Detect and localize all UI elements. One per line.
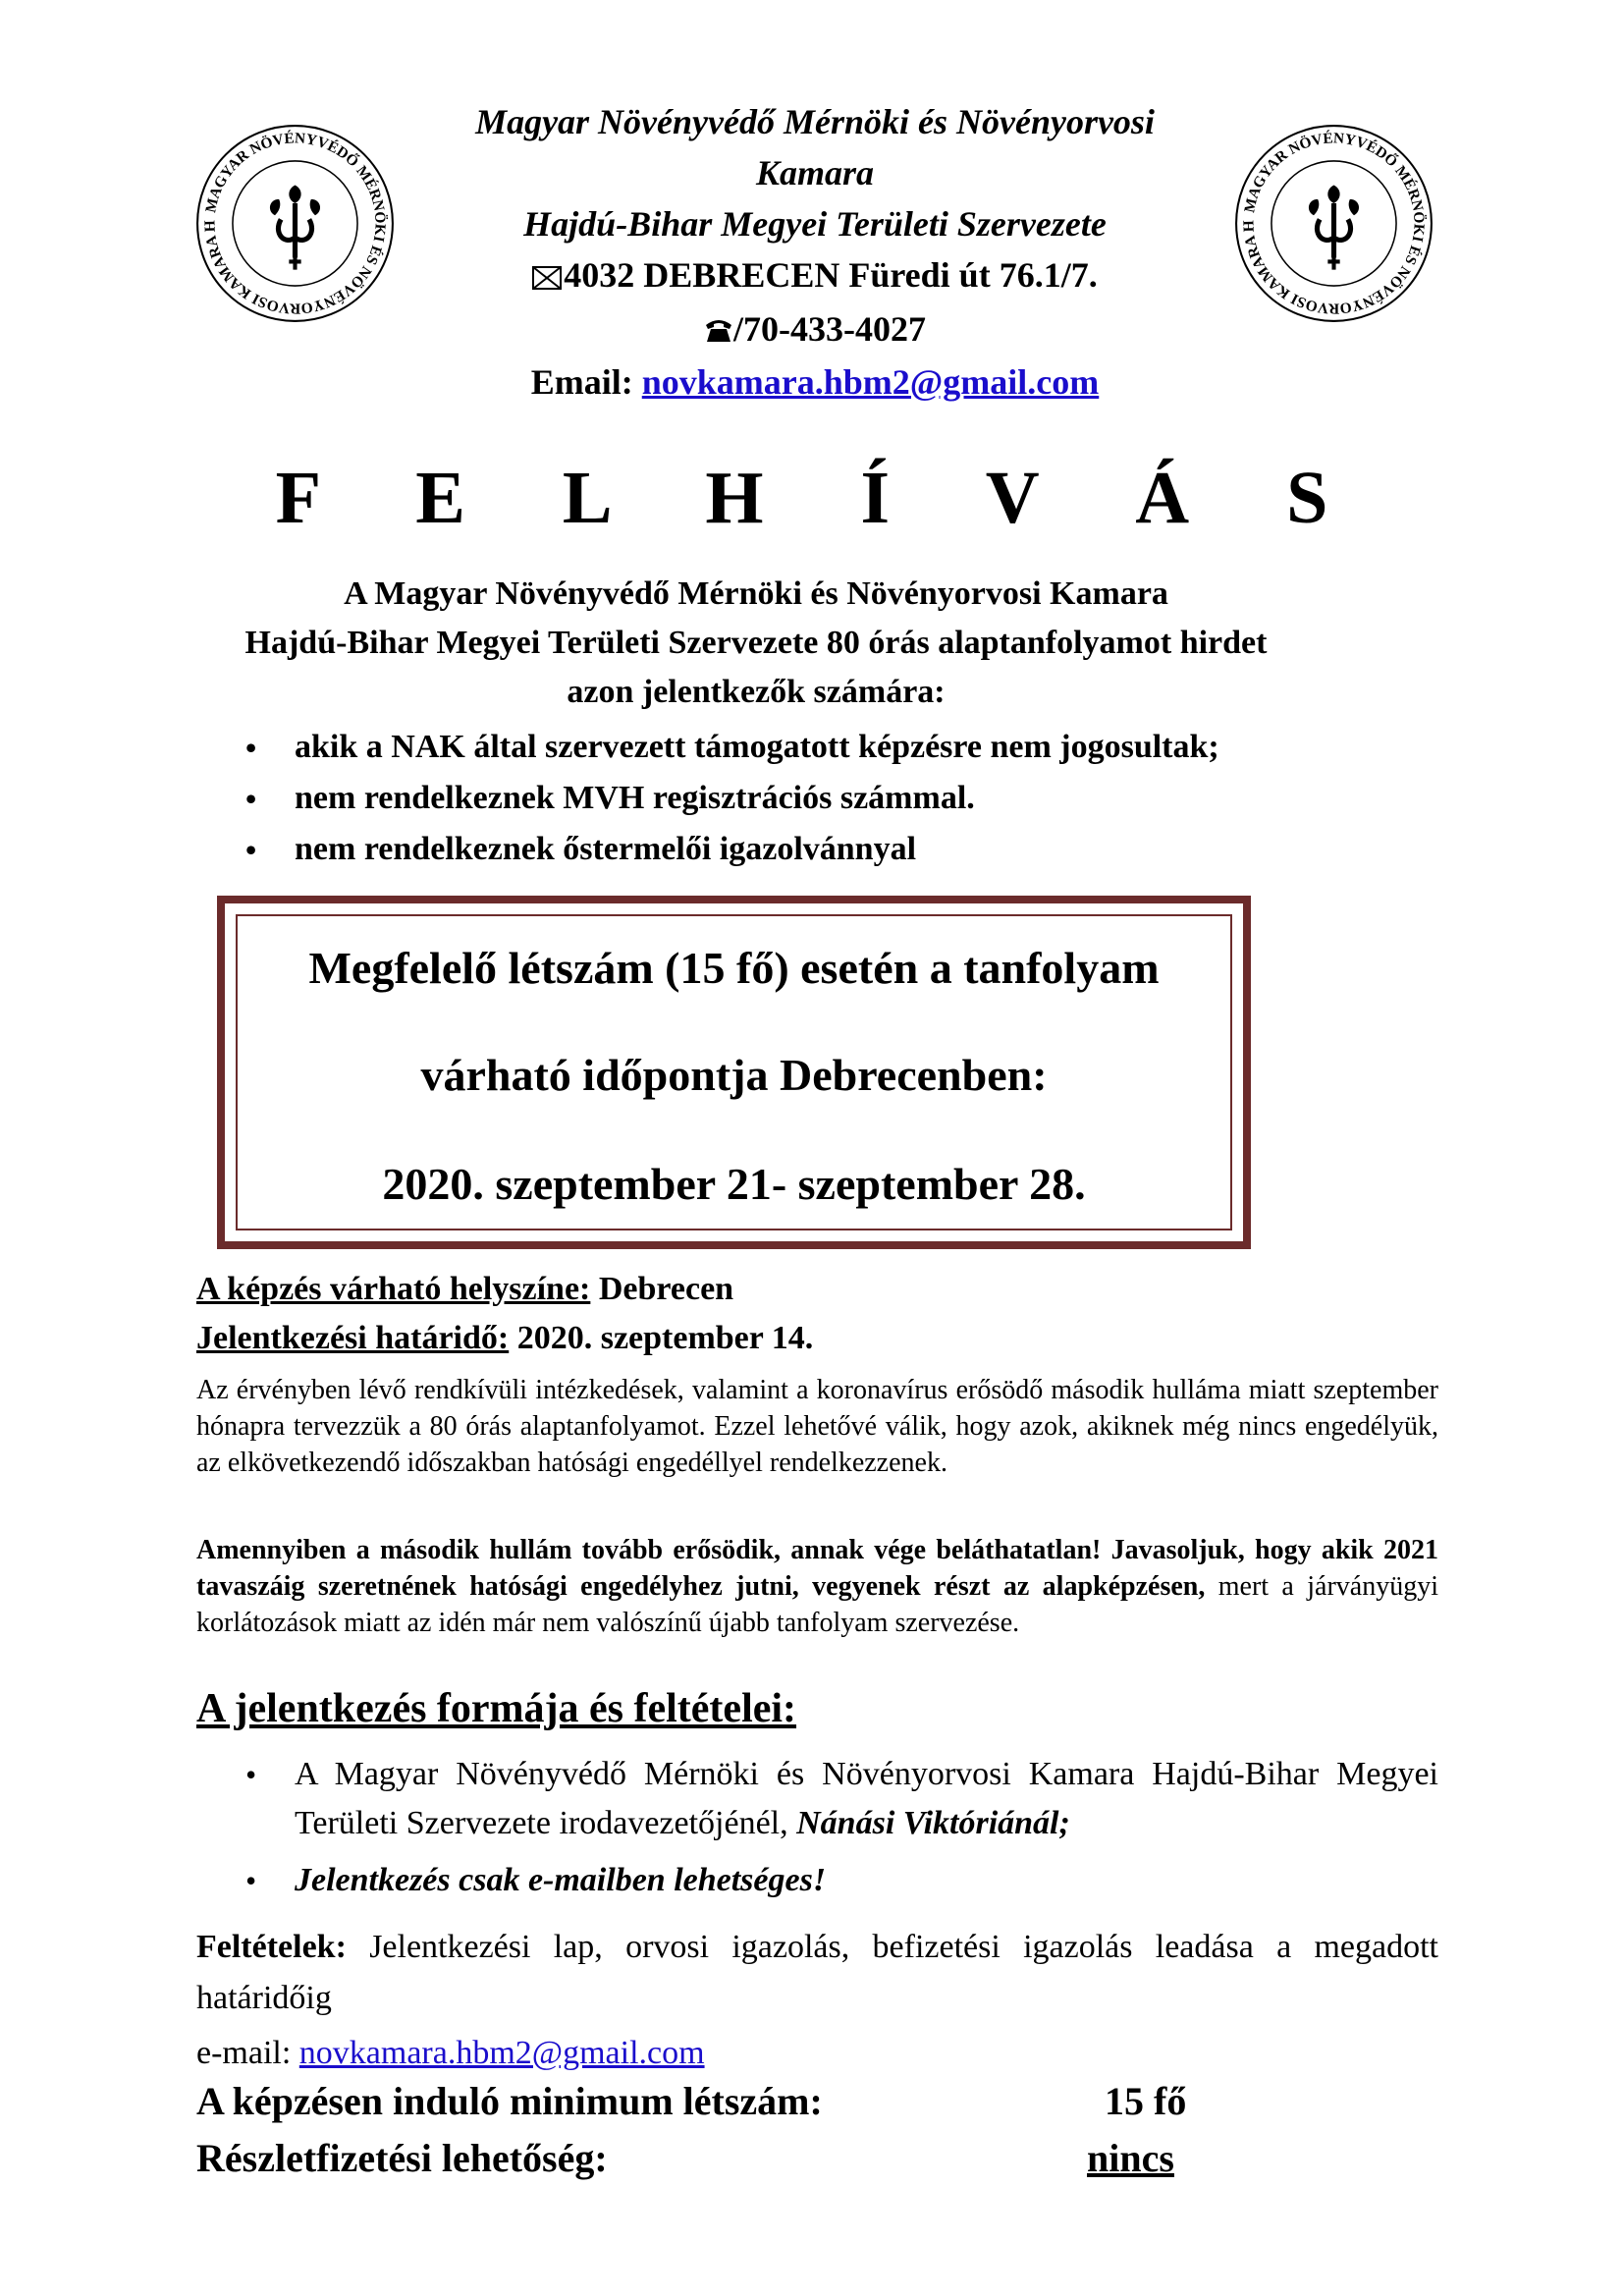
deadline-value: 2020. szeptember 14.: [509, 1320, 814, 1356]
chamber-logo-right: [1233, 123, 1434, 324]
location-label: A képzés várható helyszíne:: [196, 1271, 591, 1307]
conditions-label: Feltételek:: [196, 1929, 347, 1965]
list-item: [295, 1856, 1438, 1905]
box-line-1: Megfelelő létszám (15 fő) esetén a tanfolyam: [308, 943, 1160, 993]
contact-email-label: e-mail:: [196, 2035, 299, 2071]
conditions-text: Jelentkezési lap, orvosi igazolás, befizetési igazolás leadása a megadott határidőig: [196, 1929, 1438, 2016]
minimum-participants-label: A képzésen induló minimum létszám:: [196, 2079, 823, 2123]
location-value: Debrecen: [590, 1271, 734, 1307]
application-item-text: A Magyar Növényvédő Mérnöki és Növényorvosi Kamara Hajdú-Bihar Megyei Területi Szervezete irodavezetőjénél,: [295, 1756, 1438, 1841]
intro-line2: Hajdú-Bihar Megyei Területi Szervezete 80 órás alaptanfolyamot hirdet: [244, 625, 1268, 661]
list-item: • nem rendelkeznek MVH regisztrációs számmal.: [295, 773, 1219, 824]
header-email-link[interactable]: novkamara.hbm2@gmail.com: [641, 362, 1100, 402]
minimum-participants-value: 15 fő: [1105, 2079, 1187, 2123]
application-list: [295, 1750, 1438, 1905]
date-announcement-box: [217, 896, 1251, 1249]
list-item: [295, 1750, 1438, 1848]
svg-text:MAGYAR NÖVÉNYVÉDŐ MÉRNÖKI ÉS N: [194, 123, 389, 317]
logo-ring-text: MAGYAR NÖVÉNYVÉDŐ MÉRNÖKI ÉS NÖVÉNYORVOSI KAMARA H: [1240, 130, 1428, 317]
org-name-line3: Hajdú-Bihar Megyei Területi Szervezete: [523, 204, 1107, 244]
location-line: [196, 1267, 733, 1312]
contact-email-line: [196, 2028, 1438, 2079]
phone-line: [393, 303, 1237, 356]
envelope-icon: [532, 252, 562, 303]
org-name-line2: Kamara: [755, 153, 875, 192]
chamber-logo-left: [194, 123, 396, 324]
box-line-3: 2020. szeptember 21- szeptember 28.: [382, 1159, 1086, 1209]
org-name-line1: Magyar Növényvédő Mérnöki és Növényorvosi: [475, 102, 1155, 141]
contact-person: Nánási Viktóriánál;: [796, 1805, 1070, 1841]
intro-line3: azon jelentkezők számára:: [567, 674, 946, 710]
phone-icon: [704, 305, 733, 356]
list-item: • akik a NAK által szervezett támogatott képzésre nem jogosultak;: [295, 722, 1219, 773]
email-only-note: Jelentkezés csak e-mailben lehetséges!: [295, 1862, 827, 1898]
conditions: [196, 1922, 1438, 2024]
svg-text:MAGYAR NÖVÉNYVÉDŐ MÉRNÖKI ÉS N: [1233, 123, 1428, 317]
list-item: • nem rendelkeznek őstermelői igazolvánnyal: [295, 824, 1219, 875]
application-heading: A jelentkezés formája és feltételei:: [196, 1686, 797, 1731]
paragraph-recommendation: [196, 1532, 1438, 1641]
address-text: 4032 DEBRECEN Füredi út 76.1/7.: [564, 255, 1098, 295]
intro-line1: A Magyar Növényvédő Mérnöki és Növényorvosi Kamara: [344, 575, 1168, 612]
intro-text: [118, 570, 1394, 717]
address-line: [393, 249, 1237, 303]
paragraph-measures: Az érvényben lévő rendkívüli intézkedések, valamint a koronavírus erősödő második hulláma miatt szeptember hónapra tervezzük a 80 órás alaptanfolyamot. Ezzel lehetővé válik, hogy azok, akiknek még nincs engedélyük, az elkövetkezendő időszakban hatósági engedéllyel rendelkezzenek.: [196, 1375, 1438, 1478]
logo-ring-text: MAGYAR NÖVÉNYVÉDŐ MÉRNÖKI ÉS NÖVÉNYORVOSI KAMARA H: [201, 130, 389, 317]
letterhead: [393, 96, 1237, 408]
contact-email-link[interactable]: novkamara.hbm2@gmail.com: [298, 2035, 705, 2071]
deadline-label: Jelentkezési határidő:: [196, 1320, 510, 1356]
recommendation-bold: Amennyiben a második hullám tovább erősödik, annak vége beláthatatlan! Javasoljuk, hogy akik 2021 tavaszáig szeretnének hatósági engedélyhez jutni, vegyenek részt az alapképzésen,: [196, 1535, 1438, 1602]
phone-number: /70-433-4027: [733, 309, 926, 349]
box-line-2: várható időpontja Debrecenben:: [420, 1050, 1048, 1100]
recommendation-normal: mert a járványügyi korlátozások miatt az idén már nem valószínű újabb tanfolyam szervezése.: [196, 1571, 1438, 1638]
eligibility-list: [295, 722, 1219, 875]
installment-label: Részletfizetési lehetőség:: [196, 2136, 608, 2180]
deadline-line: [196, 1316, 813, 1361]
email-label: Email:: [530, 362, 633, 402]
page-title: F E L H Í V Á S: [275, 457, 1368, 539]
installment-value: nincs: [1087, 2136, 1174, 2180]
email-line: [393, 356, 1237, 408]
